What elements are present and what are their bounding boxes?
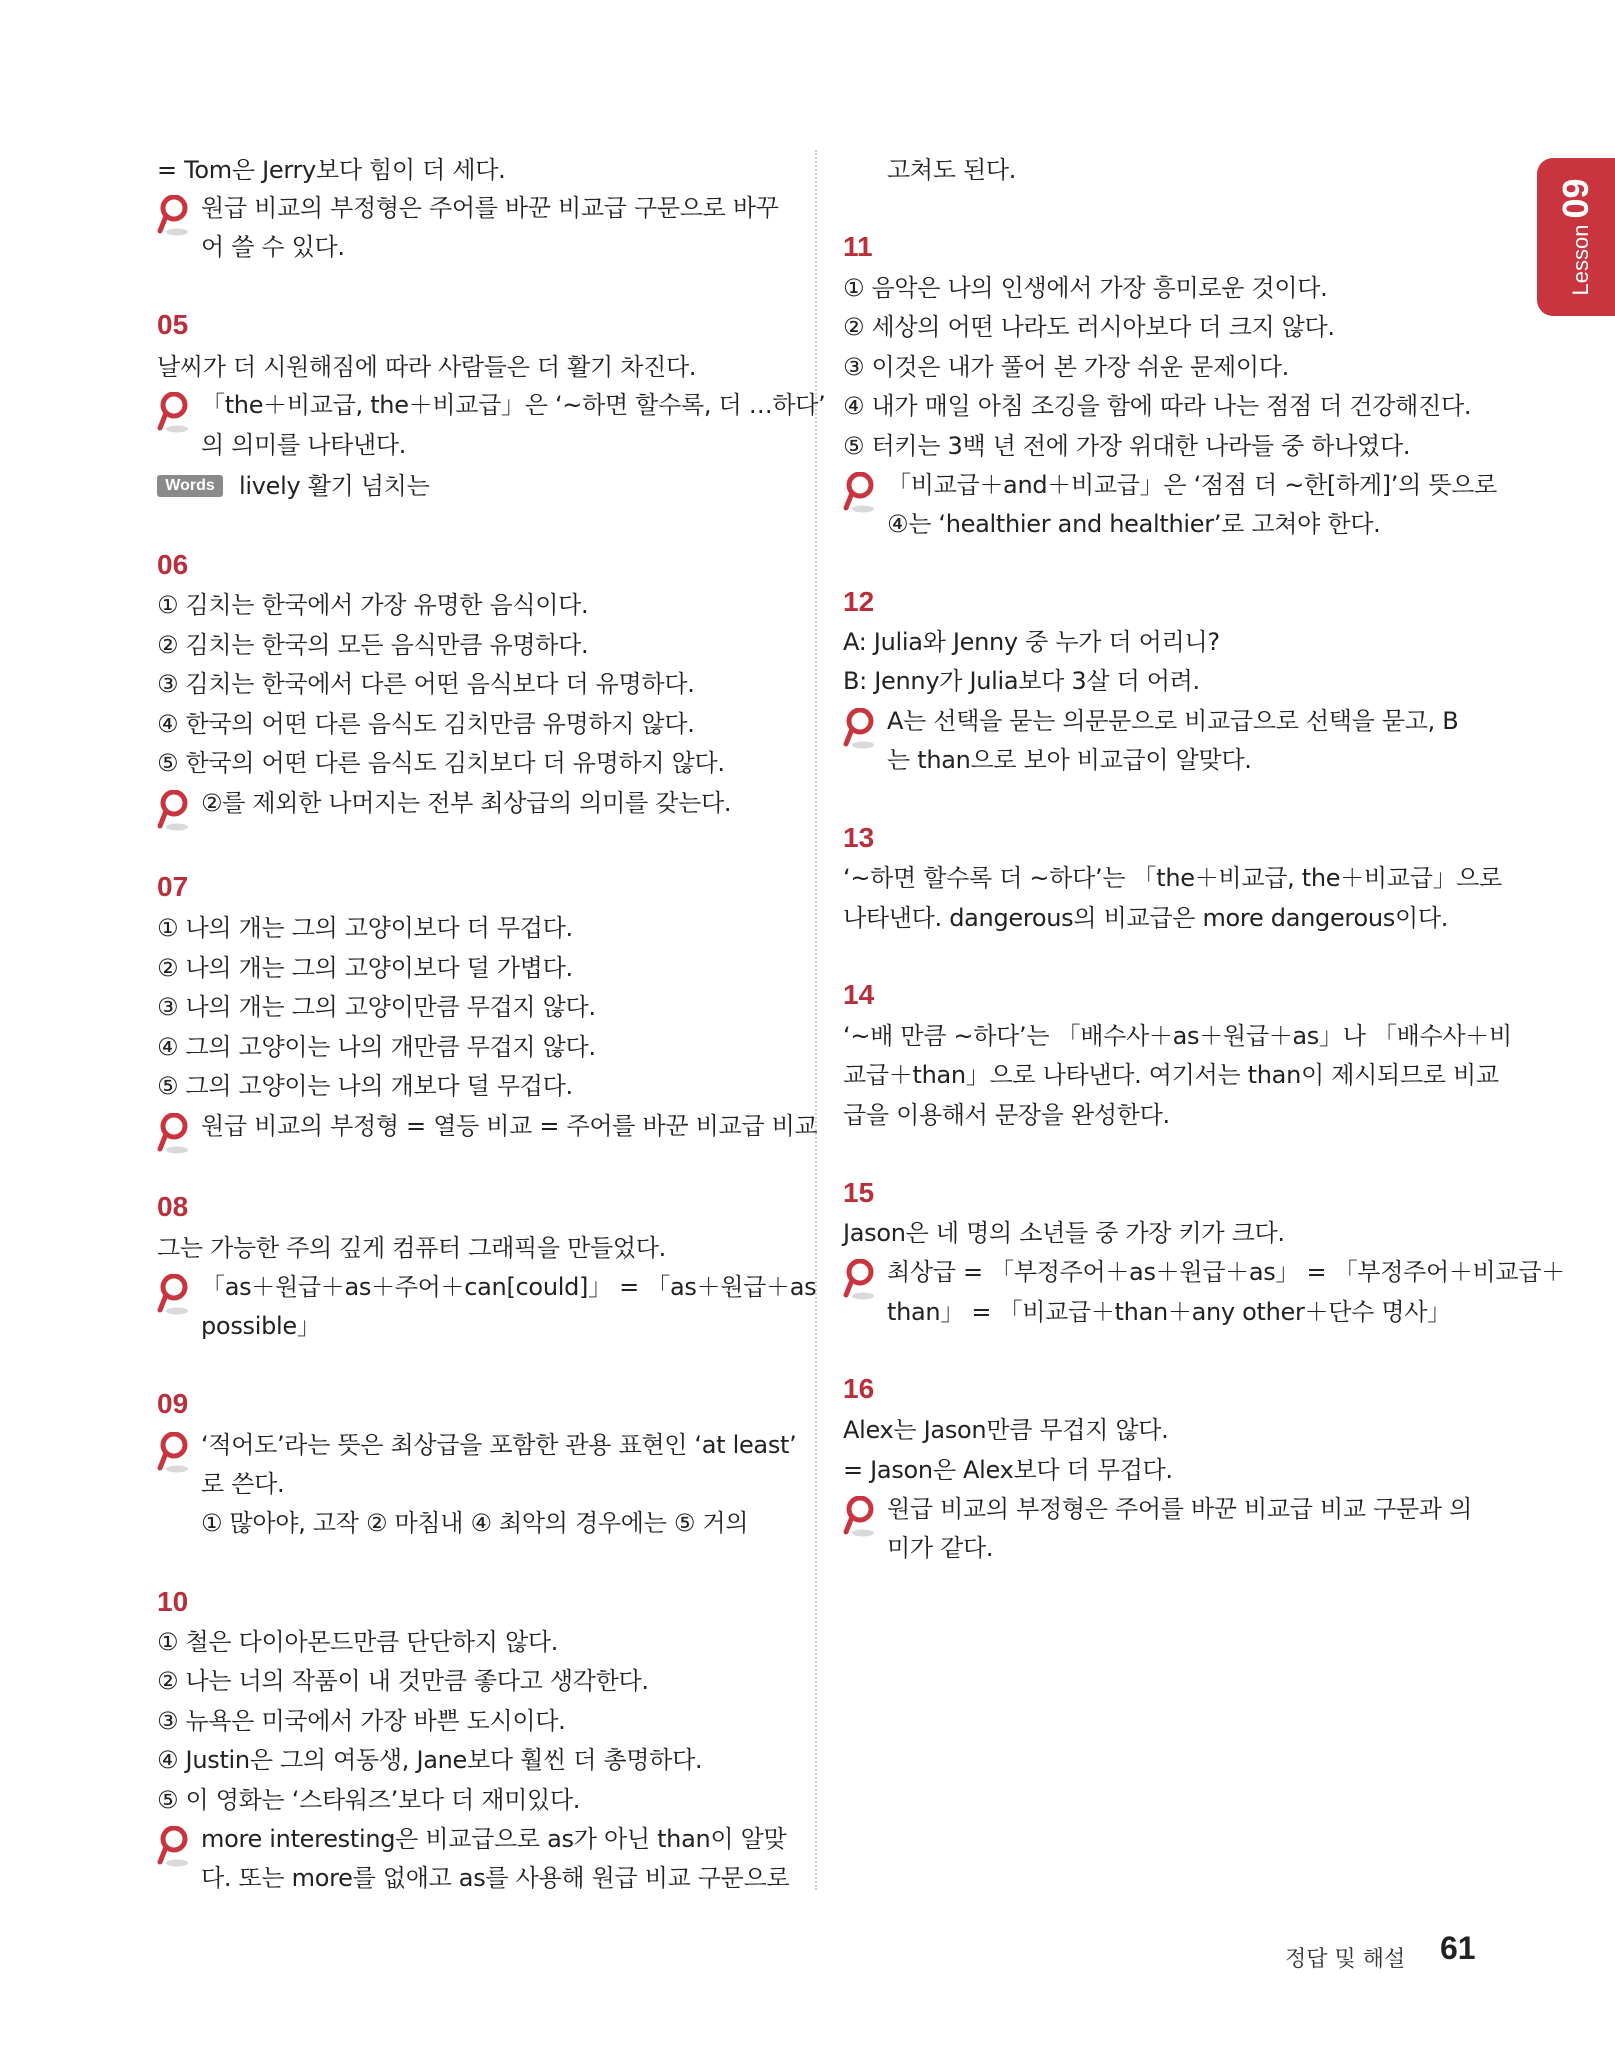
q11-line: ⑤ 터키는 3백 년 전에 가장 위대한 나라들 중 하나였다. [843, 432, 1411, 460]
pin-icon [843, 1259, 877, 1301]
footer-label: 정답 및 해설 [1285, 1947, 1406, 1972]
q15-text: Jason은 네 명의 소년들 중 가장 키가 크다. [843, 1219, 1285, 1247]
q06-line: ③ 김치는 한국에서 다른 어떤 음식보다 더 유명하다. [157, 670, 695, 698]
q10-note-line: 다. 또는 more를 없애고 as를 사용해 원급 비교 구문으로 [201, 1864, 790, 1892]
q07-line: ⑤ 그의 고양이는 나의 개보다 덜 무겁다. [157, 1072, 573, 1100]
q07-line: ① 나의 개는 그의 고양이보다 더 무겁다. [157, 914, 573, 942]
q16-line: Alex는 Jason만큼 무겁지 않다. [843, 1416, 1169, 1444]
q08-note-line: possible」 [201, 1312, 321, 1340]
intro-text: = Tom은 Jerry보다 힘이 더 세다. [157, 156, 506, 184]
q14-line: 급을 이용해서 문장을 완성한다. [843, 1101, 1170, 1129]
q10-line: ① 철은 다이아몬드만큼 단단하지 않다. [157, 1628, 559, 1656]
q16-note-line: 원급 비교의 부정형은 주어를 바꾼 비교급 비교 구문과 의 [887, 1495, 1472, 1523]
q14-line: ‘~배 만큼 ~하다’는 「배수사＋as＋원급＋as」나 「배수사＋비 [843, 1022, 1512, 1050]
pin-icon [157, 1826, 191, 1868]
question-number-09: 09 [157, 1388, 189, 1419]
pin-icon [843, 472, 877, 514]
q13-line: 나타낸다. dangerous의 비교급은 more dangerous이다. [843, 904, 1449, 932]
q06-line: ① 김치는 한국에서 가장 유명한 음식이다. [157, 591, 589, 619]
q12-line: B: Jenny가 Julia보다 3살 더 어려. [843, 667, 1200, 695]
q10-line: ② 나는 너의 작품이 내 것만큼 좋다고 생각한다. [157, 1667, 649, 1695]
pin-icon [157, 1113, 191, 1155]
question-number-08: 08 [157, 1191, 189, 1222]
q06-line: ⑤ 한국의 어떤 다른 음식도 김치보다 더 유명하지 않다. [157, 749, 725, 777]
q06-line: ② 김치는 한국의 모든 음식만큼 유명하다. [157, 631, 589, 659]
q11-line: ③ 이것은 내가 풀어 본 가장 쉬운 문제이다. [843, 353, 1289, 381]
q08-note-line: 「as＋원급＋as＋주어＋can[could]」 = 「as＋원급＋as [201, 1273, 817, 1301]
question-number-13: 13 [843, 822, 875, 853]
intro-note-line: 어 쓸 수 있다. [201, 233, 345, 261]
q09-note-line: 로 쓴다. [201, 1470, 285, 1498]
q14-line: 교급＋than」으로 나타낸다. 여기서는 than이 제시되므로 비교 [843, 1061, 1499, 1089]
question-number-10: 10 [157, 1586, 189, 1617]
question-number-11: 11 [843, 231, 873, 262]
q06-note-line: ②를 제외한 나머지는 전부 최상급의 의미를 갖는다. [201, 789, 732, 817]
q15-note-line: 최상급 = 「부정주어＋as＋원급＋as」 = 「부정주어＋비교급＋ [887, 1258, 1565, 1286]
q07-line: ② 나의 개는 그의 고양이보다 덜 가볍다. [157, 954, 573, 982]
lesson-label: Lesson [1568, 224, 1593, 296]
q12-note-line: A는 선택을 묻는 의문문으로 비교급으로 선택을 묻고, B [887, 707, 1459, 735]
q12-note-line: 는 than으로 보아 비교급이 알맞다. [887, 746, 1252, 774]
q10-line: ③ 뉴욕은 미국에서 가장 바쁜 도시이다. [157, 1707, 566, 1735]
q09-note-line: ① 많아야, 고작 ② 마침내 ④ 최악의 경우에는 ⑤ 거의 [201, 1509, 749, 1537]
question-number-12: 12 [843, 586, 875, 617]
pin-icon [157, 392, 191, 434]
q05-note-line: 의 의미를 나타낸다. [201, 431, 407, 459]
q16-line: = Jason은 Alex보다 더 무겁다. [843, 1456, 1173, 1484]
pin-icon [157, 1274, 191, 1316]
q12-line: A: Julia와 Jenny 중 누가 더 어리니? [843, 628, 1220, 656]
q11-line: ④ 내가 매일 아침 조깅을 함에 따라 나는 점점 더 건강해진다. [843, 392, 1472, 420]
question-number-05: 05 [157, 309, 189, 340]
q11-note-line: ④는 ‘healthier and healthier’로 고쳐야 한다. [887, 510, 1381, 538]
intro-note-line: 원급 비교의 부정형은 주어를 바꾼 비교급 구문으로 바꾸 [201, 194, 779, 222]
pin-icon [157, 195, 191, 237]
q11-line: ① 음악은 나의 인생에서 가장 흥미로운 것이다. [843, 274, 1328, 302]
lesson-number: 09 [1555, 178, 1596, 219]
question-number-16: 16 [843, 1373, 875, 1404]
pin-icon [157, 790, 191, 832]
q13-line: ‘~하면 할수록 더 ~하다’는 「the＋비교급, the＋비교급」으로 [843, 864, 1503, 892]
words-badge: Words [157, 475, 223, 497]
q07-line: ④ 그의 고양이는 나의 개만큼 무겁지 않다. [157, 1033, 596, 1061]
pin-icon [843, 708, 877, 750]
q07-note-line: 원급 비교의 부정형 = 열등 비교 = 주어를 바꾼 비교급 비교 [201, 1112, 818, 1140]
q10-line: ④ Justin은 그의 여동생, Jane보다 훨씬 더 총명하다. [157, 1746, 703, 1774]
q11-line: ② 세상의 어떤 나라도 러시아보다 더 크지 않다. [843, 313, 1335, 341]
q05-note-line: 「the＋비교급, the＋비교급」은 ‘~하면 할수록, 더 …하다’ [201, 391, 826, 419]
q06-line: ④ 한국의 어떤 다른 음식도 김치만큼 유명하지 않다. [157, 710, 695, 738]
question-number-14: 14 [843, 979, 875, 1010]
pin-icon [157, 1432, 191, 1474]
question-number-07: 07 [157, 871, 189, 902]
lesson-tab-label [1555, 179, 1597, 296]
q07-line: ③ 나의 개는 그의 고양이만큼 무겁지 않다. [157, 993, 596, 1021]
q15-note-line: than」 = 「비교급＋than＋any other＋단수 명사」 [887, 1298, 1451, 1326]
question-number-06: 06 [157, 549, 189, 580]
q11-note-line: 「비교급＋and＋비교급」은 ‘점점 더 ~한[하게]’의 뜻으로 [887, 471, 1497, 499]
question-number-15: 15 [843, 1177, 875, 1208]
q09-note-line: ‘적어도’라는 뜻은 최상급을 포함한 관용 표현인 ‘at least’ [201, 1431, 797, 1459]
q16-note-line: 미가 같다. [887, 1534, 994, 1562]
page-number: 61 [1440, 1930, 1476, 1966]
q10-line: ⑤ 이 영화는 ‘스타워즈’보다 더 재미있다. [157, 1786, 581, 1814]
q05-text: 날씨가 더 시원해짐에 따라 사람들은 더 활기 차진다. [157, 353, 697, 381]
pin-icon [843, 1496, 877, 1538]
q08-text: 그는 가능한 주의 깊게 컴퓨터 그래픽을 만들었다. [157, 1234, 666, 1262]
continuation-text: 고쳐도 된다. [887, 156, 1017, 184]
q10-note-line: more interesting은 비교급으로 as가 아닌 than이 알맞 [201, 1825, 787, 1853]
q05-words: lively 활기 넘치는 [239, 472, 430, 500]
